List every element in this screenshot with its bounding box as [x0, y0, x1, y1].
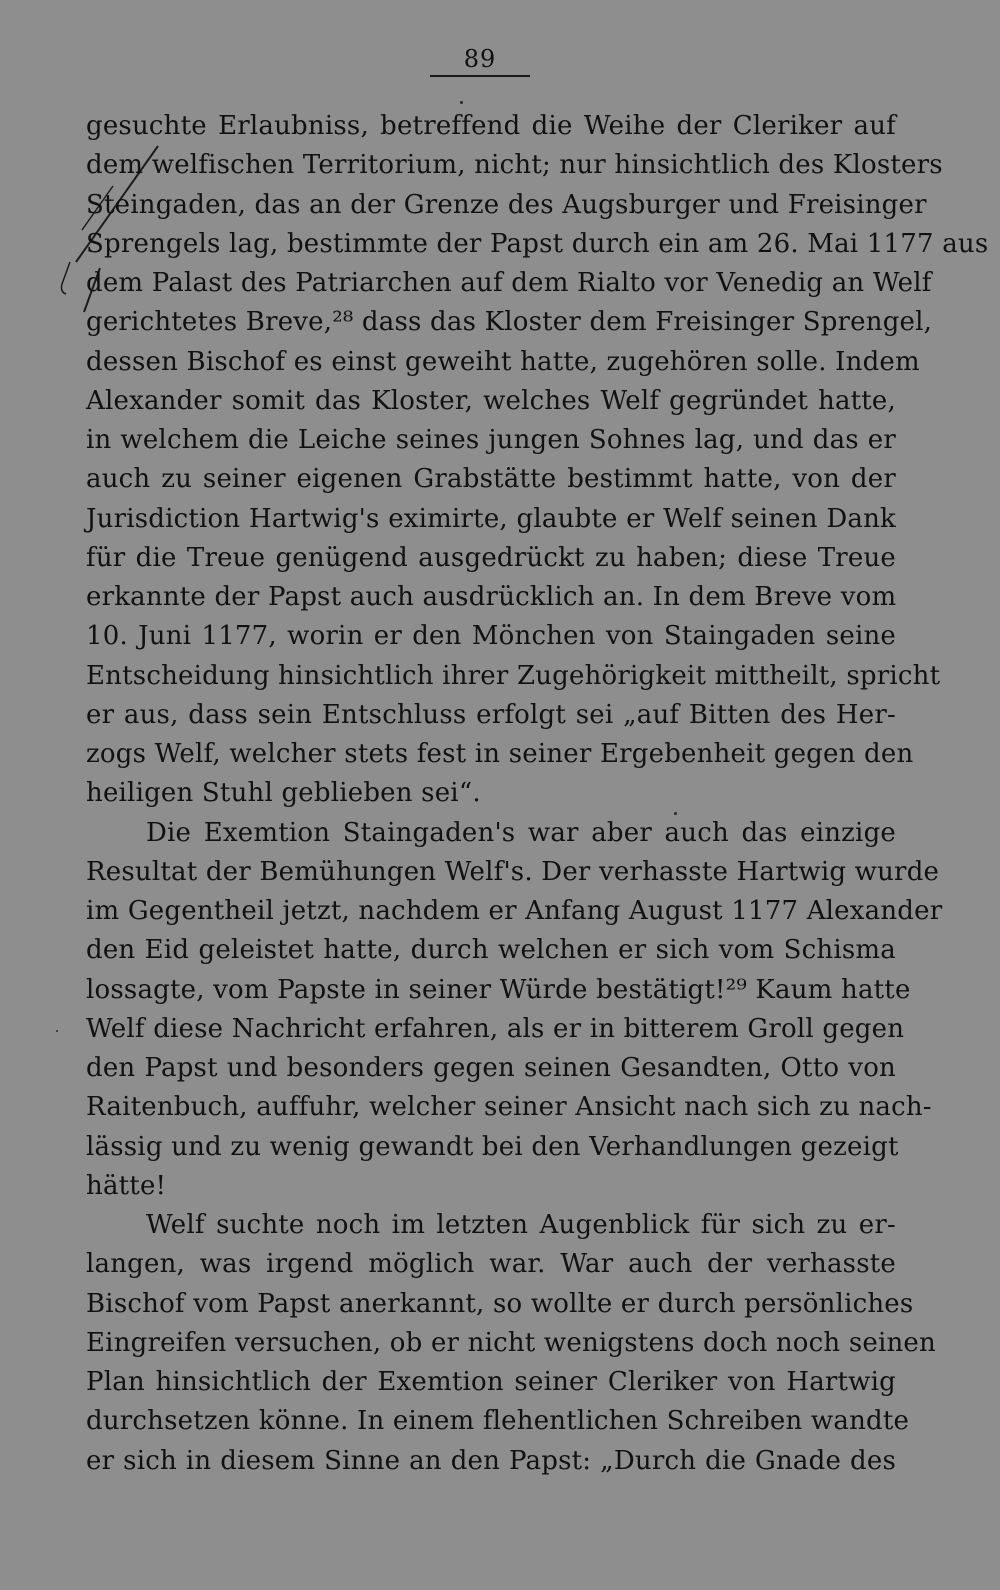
- text-line: Welf diese Nachricht erfahren, als er in bitterem Groll gegen: [86, 1013, 905, 1044]
- text-line: durchsetzen könne. In einem flehentlichen Schreiben wandte: [86, 1406, 910, 1437]
- text-line: gesuchte Erlaubniss, betreffend die Weihe der Cleriker auf: [86, 111, 896, 141]
- text-line: er sich in diesem Sinne an den Papst: „Durch die Gnade des: [86, 1445, 896, 1476]
- text-line: erkannte der Papst auch ausdrücklich an. In dem Breve vom: [86, 582, 897, 612]
- text-line: Bischof vom Papst anerkannt, so wollte er durch persönliches: [86, 1288, 914, 1319]
- text-line: zogs Welf, welcher stets fest in seiner Ergebenheit gegen den: [86, 739, 914, 769]
- text-line: Welf suchte noch im letzten Augenblick für sich zu er-: [146, 1210, 896, 1240]
- text-line: dem Palast des Patriarchen auf dem Rialto vor Venedig an Welf: [86, 268, 932, 298]
- text-line: dessen Bischof es einst geweiht hatte, zugehören solle. Indem: [86, 346, 920, 377]
- text-line: Sprengels lag, bestimmte der Papst durch ein am 26. Mai 1177 aus: [86, 228, 989, 259]
- page-number-rule: [430, 75, 530, 77]
- page-number: 89: [463, 45, 497, 73]
- text-line: hätte!: [86, 1170, 167, 1201]
- text-line: Raitenbuch, auffuhr, welcher seiner Ansicht nach sich zu nach-: [86, 1092, 932, 1123]
- text-line: 10. Juni 1177, worin er den Mönchen von Staingaden seine: [86, 621, 896, 652]
- text-line: Jurisdiction Hartwig's eximirte, glaubte er Welf seinen Dank: [86, 503, 896, 534]
- text-line: in welchem die Leiche seines jungen Sohnes lag, und das er: [86, 425, 896, 455]
- text-line: den Eid geleistet hatte, durch welchen er sich vom Schisma: [86, 935, 896, 966]
- text-line: gerichtetes Breve,²⁸ dass das Kloster dem Freisinger Sprengel,: [86, 307, 933, 338]
- text-line: Eingreifen versuchen, ob er nicht wenigstens doch noch seinen: [86, 1327, 936, 1358]
- text-line: Alexander somit das Kloster, welches Welf gegründet hatte,: [86, 385, 896, 416]
- text-line: im Gegentheil jetzt, nachdem er Anfang August 1177 Alexander: [86, 896, 943, 926]
- text-line: heiligen Stuhl geblieben sei“.: [86, 778, 481, 809]
- text-line: dem welfischen Territorium, nicht; nur hinsichtlich des Klosters: [86, 150, 943, 181]
- text-line: Entscheidung hinsichtlich ihrer Zugehörigkeit mittheilt, spricht: [86, 660, 941, 691]
- text-line: er aus, dass sein Entschluss erfolgt sei „auf Bitten des Her-: [86, 699, 896, 730]
- text-line: lässig und zu wenig gewandt bei den Verhandlungen gezeigt: [86, 1131, 899, 1162]
- text-line: auch zu seiner eigenen Grabstätte bestimmt hatte, von der: [86, 464, 896, 495]
- text-line: den Papst und besonders gegen seinen Gesandten, Otto von: [86, 1053, 896, 1083]
- body-text: [86, 107, 989, 1481]
- text-line: Plan hinsichtlich der Exemtion seiner Cleriker von Hartwig: [86, 1367, 896, 1397]
- text-line: Steingaden, das an der Grenze des Augsburger und Freisinger: [86, 189, 927, 220]
- text-line: langen, was irgend möglich war. War auch der verhasste: [86, 1249, 896, 1280]
- paper-speck: [460, 101, 463, 104]
- text-line: Die Exemtion Staingaden's war aber auch das einzige: [146, 817, 896, 848]
- text-line: für die Treue genügend ausgedrückt zu haben; diese Treue: [86, 542, 896, 573]
- paper-speck: [56, 1030, 58, 1032]
- text-line: lossagte, vom Papste in seiner Würde bestätigt!²⁹ Kaum hatte: [86, 974, 911, 1005]
- text-line: Resultat der Bemühungen Welf's. Der verhasste Hartwig wurde: [86, 856, 940, 887]
